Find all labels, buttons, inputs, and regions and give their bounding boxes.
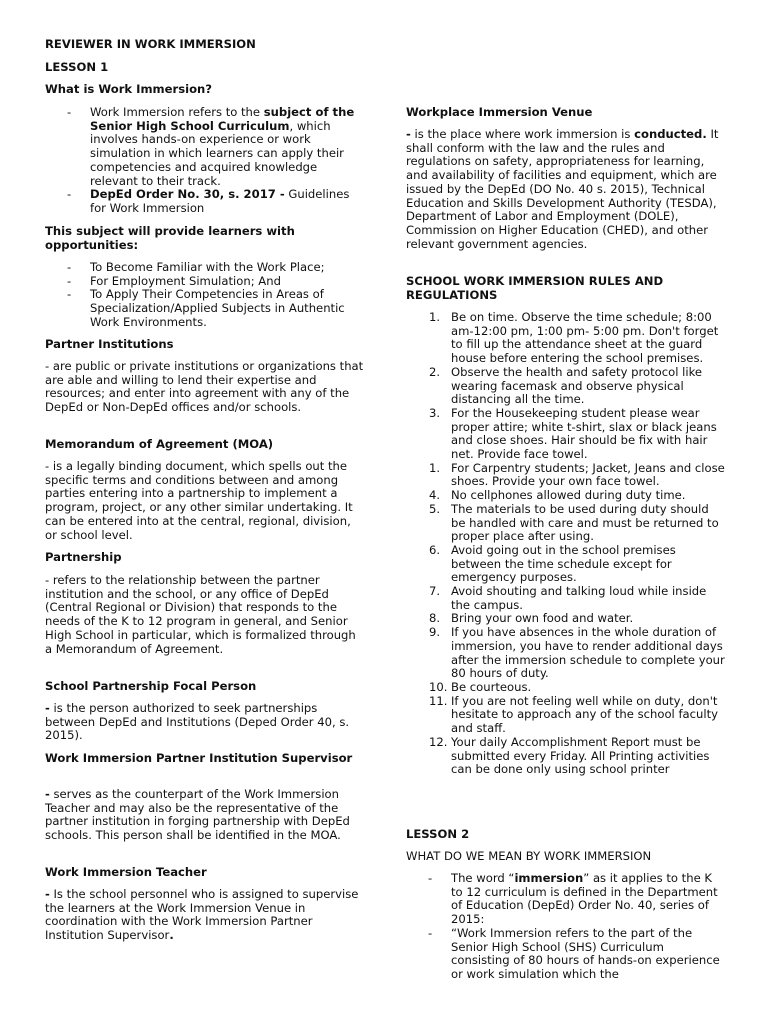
rule-item: 9. If you have absences in the whole duration of immersion, you have to render additional days after the immersion schedule to complete your 80 hours of duty. <box>429 625 725 681</box>
list-item: - DepEd Order No. 30, s. 2017 - Guidelines for Work Immersion <box>45 188 365 215</box>
list-item: - To Apply Their Competencies in Areas of Specialization/Applied Subjects in Authentic Work Environments. <box>45 288 365 329</box>
focal-person-heading: School Partnership Focal Person <box>45 679 257 693</box>
what-do-we-mean-heading: WHAT DO WE MEAN BY WORK IMMERSION <box>406 849 652 863</box>
list-item: - To Become Familiar with the Work Place; <box>45 261 365 275</box>
list-item: - For Employment Simulation; And <box>45 275 365 289</box>
lesson-2-heading: LESSON 2 <box>406 827 470 841</box>
partnership-text: - refers to the relationship between the partner institution and the school, or any office of DepEd (Central Regional or Division) that responds to the needs of the K to 12 program in general, and Senior High School in particular, which is formalized through a Memorandum of Agreement. <box>45 573 356 656</box>
partnership-heading: Partnership <box>45 550 122 564</box>
moa-heading: Memorandum of Agreement (MOA) <box>45 437 274 451</box>
rule-item: 6. Avoid going out in the school premises between the time schedule except for emergency purposes. <box>429 542 676 585</box>
rules-heading: SCHOOL WORK IMMERSION RULES AND REGULATIONS <box>406 274 664 302</box>
opportunities-list <box>45 261 365 330</box>
partner-supervisor-heading: Work Immersion Partner Institution Supervisor <box>45 751 353 765</box>
list-item: - The word “immersion” as it applies to the K to 12 curriculum is defined in the Department of Education (DepEd) Order No. 40, series of 2015: <box>406 872 726 927</box>
document-title: REVIEWER IN WORK IMMERSION <box>45 37 256 51</box>
list-item: - “Work Immersion refers to the part of the Senior High School (SHS) Curriculum consisting of 80 hours of hands-on experience or work simulation which the <box>406 927 726 982</box>
work-immersion-teacher-heading: Work Immersion Teacher <box>45 865 207 879</box>
rule-item: 1. For Carpentry students; Jacket, Jeans and close shoes. Provide your own face towel. <box>429 460 725 489</box>
focal-person-text: - is the person authorized to seek partnerships between DepEd and Institutions (Deped Order 40, s. 2015). <box>45 701 350 743</box>
list-item: - Work Immersion refers to the subject of the Senior High School Curriculum, which involves hands-on experience or work simulation in which learners can apply their competencies and acquired knowledge relevant to their track. <box>45 106 365 188</box>
rule-item: 11. If you are not feeling well while on duty, don't hesitate to approach any of the school faculty and staff. <box>429 693 718 736</box>
rule-item: 8. Bring your own food and water. <box>429 611 634 626</box>
partner-institutions-heading: Partner Institutions <box>45 337 174 351</box>
what-is-work-immersion-heading: What is Work Immersion? <box>45 82 213 96</box>
lesson-1-heading: LESSON 1 <box>45 60 109 74</box>
rule-item: 7. Avoid shouting and talking loud while inside the campus. <box>429 584 707 612</box>
partner-institutions-text: - are public or private institutions or organizations that are able and willing to lend their expertise and resources; and enter into agreement with any of the DepEd or Non-DepEd offices and/or schools. <box>45 359 364 415</box>
rule-item: 1. Be on time. Observe the time schedule; 8:00 am-12:00 pm, 1:00 pm- 5:00 pm. Don't forget to fill up the attendance sheet at the guard house before entering the school premises. <box>429 310 719 366</box>
partner-supervisor-text: - serves as the counterpart of the Work Immersion Teacher and may also be the representative of the partner institution in forging partnership with DepEd schools. This person shall be identified in the MOA. <box>45 787 350 843</box>
work-immersion-teacher-text: - Is the school personnel who is assigned to supervise the learners at the Work Immersion Venue in coordination with the Work Immersion Partner Institution Supervisor. <box>45 887 359 943</box>
venue-heading: Workplace Immersion Venue <box>406 105 593 119</box>
venue-text: - is the place where work immersion is conducted. It shall conform with the law and the rules and regulations on safety, appropriateness for learning, and availability of facilities and equipment, which are issued by the DepEd (DO No. 40 s. 2015), Technical Education and Skills Development Authority (TESDA), Department of Labor and Employment (DOLE), Commission on Higher Education (CHED), and other relevant government agencies. <box>406 127 719 251</box>
rules-list <box>406 311 726 777</box>
rule-item: 10. Be courteous. <box>429 679 532 694</box>
moa-text: - is a legally binding document, which spells out the specific terms and conditions between and among parties entering into a partnership to implement a program, project, or any other similar undertaking. It can be entered into at the central, regional, division, or school level. <box>45 459 353 542</box>
rule-item: 3. For the Housekeeping student please wear proper attire; white t-shirt, slax or black jeans and close shoes. Hair should be fix with hair net. Provide face towel. <box>429 405 717 462</box>
rule-item: 5. The materials to be used during duty should be handled with care and must be returned to proper place after using. <box>429 501 719 544</box>
rule-item: 2. Observe the health and safety protocol like wearing facemask and observe physical distancing all the time. <box>429 364 703 407</box>
opportunities-heading: This subject will provide learners with opportunities: <box>45 224 295 252</box>
intro-list <box>45 106 365 216</box>
lesson-2-list <box>406 872 726 982</box>
rule-item: 4. No cellphones allowed during duty time. <box>429 488 686 503</box>
rule-item: 12. Your daily Accomplishment Report must be submitted every Friday. All Printing activities can be done only using school printer <box>429 734 710 777</box>
